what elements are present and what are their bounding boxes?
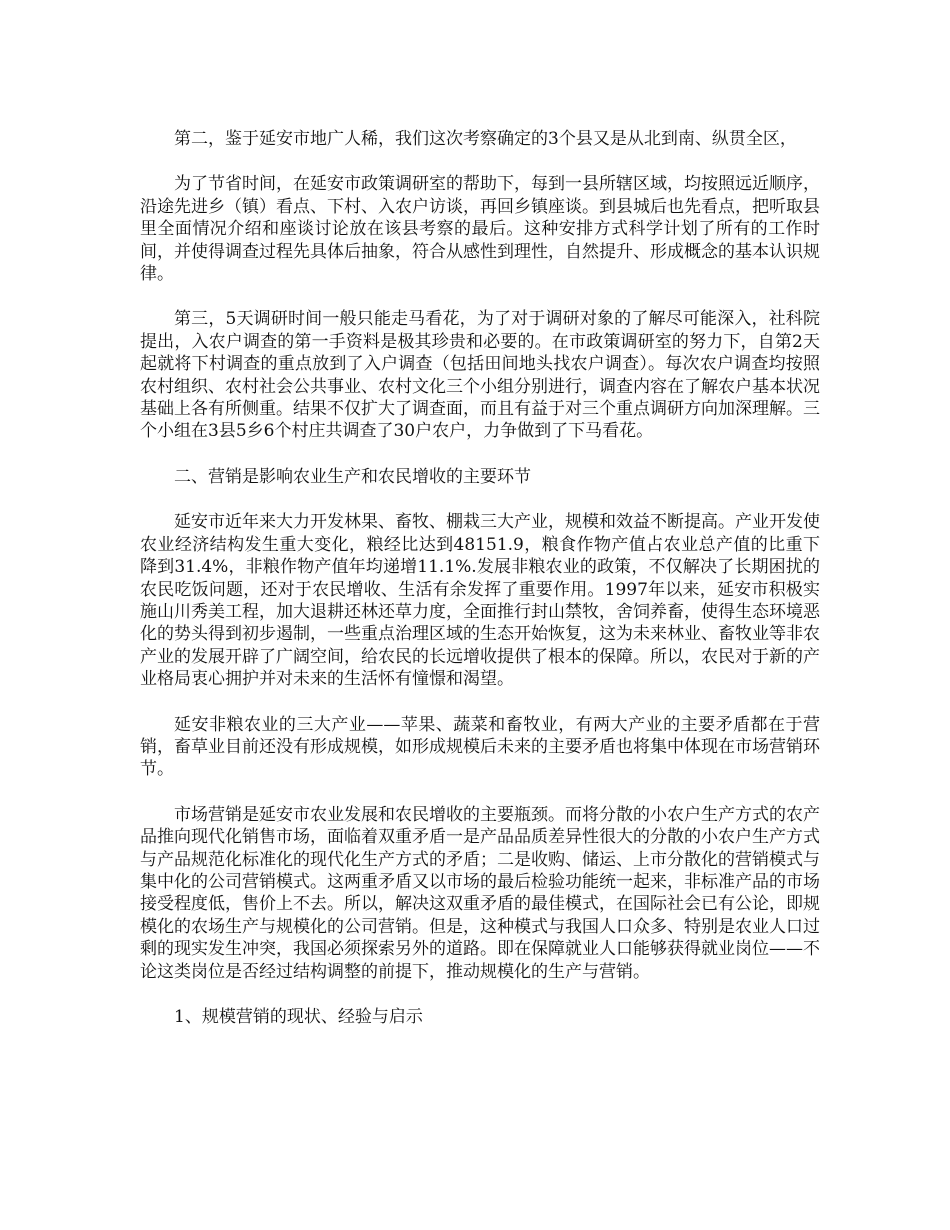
paragraph-schedule: 为了节省时间，在延安市政策调研室的帮助下，每到一县所辖区域，均按照远近顺序，沿途先进乡（镇）看点、下村、入农户访谈，再回乡镇座谈。到县城后也先看点，把听取县里全面情况介绍和座谈讨论放在该县考察的最后。这种安排方式科学计划了所有的工作时间，并使得调查过程先具体后抽象，符合从感性到理性，自然提升、形成概念的基本认识规律。 xyxy=(140,174,820,285)
document-body xyxy=(140,128,820,1051)
section-heading-marketing: 二、营销是影响农业生产和农民增收的主要环节 xyxy=(174,466,531,487)
paragraph-industry-development: 延安市近年来大力开发林果、畜牧、棚栽三大产业，规模和效益不断提高。产业开发使农业经济结构发生重大变化，粮经比达到48151.9，粮食作物产值占农业总产值的比重下降到31.4%，非粮作物产值年均递增11.1%.发展非粮农业的政策，不仅解决了长期困扰的农民吃饭问题，还对于农民增收、生活有余发挥了重要作用。1997年以来，延安市积极实施山川秀美工程，加大退耕还林还草力度，全面推行封山禁牧，舍饲养畜，使得生态环境恶化的势头得到初步遏制，一些重点治理区域的生态开始恢复，这为未来林业、畜牧业等非农产业的发展开辟了广阔空间，给农民的长远增收提供了根本的保障。所以，农民对于新的产业格局衷心拥护并对未来的生活怀有憧憬和渴望。 xyxy=(140,512,820,690)
paragraph-marketing-bottleneck: 市场营销是延安市农业发展和农民增收的主要瓶颈。而将分散的小农户生产方式的农产品推向现代化销售市场，面临着双重矛盾一是产品品质差异性很大的分散的小农户生产方式与产品规范化标准化的现代化生产方式的矛盾；二是收购、储运、上市分散化的营销模式与集中化的公司营销模式。这两重矛盾又以市场的最后检验功能统一起来，非标准产品的市场接受程度低，售价上不去。所以，解决这双重矛盾的最佳模式，在国际社会已有公论，即规模化的农场生产与规模化的公司营销。但是，这种模式与我国人口众多、特别是农业人口过剩的现实发生冲突，我国必须探索另外的道路。即在保障就业人口能够获得就业岗位——不论这类岗位是否经过结构调整的前提下，推动规模化的生产与营销。 xyxy=(140,804,820,982)
paragraph-three-industries: 延安非粮农业的三大产业——苹果、蔬菜和畜牧业，有两大产业的主要矛盾都在于营销，畜草业目前还没有形成规模，如形成规模后未来的主要矛盾也将集中体现在市场营销环节。 xyxy=(140,714,820,780)
paragraph-second-point: 第二，鉴于延安市地广人稀，我们这次考察确定的3个县又是从北到南、纵贯全区， xyxy=(174,129,797,149)
paragraph-third-point: 第三，5天调研时间一般只能走马看花，为了对于调研对象的了解尽可能深入，社科院提出，入农户调查的第一手资料是极其珍贵和必要的。在市政策调研室的努力下，自第2天起就将下村调查的重点放到了入户调查（包括田间地头找农户调查）。每次农户调查均按照农村组织、农村社会公共事业、农村文化三个小组分别进行，调查内容在了解农户基本状况基础上各有所侧重。结果不仅扩大了调查面，而且有益于对三个重点调研方向加深理解。三个小组在3县5乡6个村庄共调查了30户农户，力争做到了下马看花。 xyxy=(140,309,820,442)
subsection-heading-scale-marketing: 1、规模营销的现状、经验与启示 xyxy=(174,1007,423,1027)
